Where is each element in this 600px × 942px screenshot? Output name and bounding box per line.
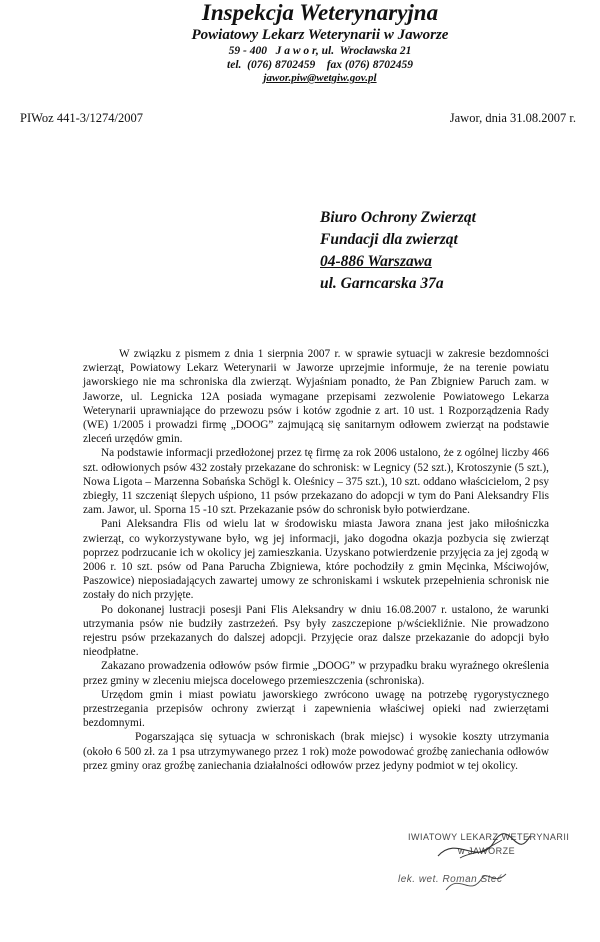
letterhead bbox=[150, 0, 490, 85]
paragraph-2: Na podstawie informacji przedłożonej przez tę firmę za rok 2006 ustalono, że z ogólnej liczby 466 szt. odłowionych psów 432 zostały przekazane do schronisk: w Legnicy (52 szt.), Krotoszynie (5 szt.), Nowa Ligota – Marzenna Sobańska Schögl k. Oleśnicy – 375 szt.), 10 szt. oddano właścicielom, 2 psy zbiegły, 11 szczeniąt ślepych uśpiono, 11 psów przekazano do adopcji w tym do Pani Aleksandry Flis zam. Jawor, ul. Sporna 15 -10 szt. Przekazanie psów do schronisk było potwierdzane. bbox=[83, 447, 549, 517]
paragraph-4: Po dokonanej lustracji posesji Pani Flis Aleksandry w dniu 16.08.2007 r. ustalono, że warunki utrzymania psów nie budziły zastrzeżeń. Psy były zaszczepione p/wściekliźnie. Nie prowadzono rejestru psów przekazanych do dalszej adopcji. Przyjęcie oraz dalsze przekazanie do adopcji było nieodpłatne. bbox=[83, 603, 549, 659]
paragraph-3: Pani Aleksandra Flis od wielu lat w środowisku miasta Jawora znana jest jako miłośniczka zwierząt, co wykorzystywane było, wg jej informacji, jako dogodna okazja pozbycia się zwierząt poprzez podrzucanie ich w okolicy jej zamieszkania. Uzyskano potwierdzenie przyjęcia za jej zgodą w 2006 r. 10 szt. psów od Pana Parucha Zbigniewa, które pochodziły z gmin Męcinka, Mściwojów, Paszowice) nieposiadających zawartej umowy ze schroniskami i wskutek przepełnienia schronisk nie zostały do nich przyjęte. bbox=[83, 518, 549, 602]
stamp-line-3: lek. wet. Roman Steć bbox=[398, 874, 503, 885]
paragraph-6: Urzędom gmin i miast powiatu jaworskiego zwrócono uwagę na potrzebę rygorystycznego przestrzegania przepisów ochrony zwierząt i zapewnienia właściwej opieki nad zwierzętami bezdomnymi. bbox=[83, 688, 549, 730]
letterhead-email: jawor.piw@wetgiw.gov.pl bbox=[263, 72, 377, 84]
paragraph-5: Zakazano prowadzenia odłowów psów firmie „DOOG” w przypadku braku wyraźnego określenia przez gminy w zleceniu miejsca docelowego przemieszczenia (schroniska). bbox=[83, 660, 549, 687]
letterhead-address: 59 - 400 J a w o r, ul. Wrocławska 21 bbox=[228, 45, 412, 57]
recipient-line-2: Fundacji dla zwierząt bbox=[320, 231, 458, 248]
recipient-line-3: 04-886 Warszawa bbox=[320, 253, 432, 270]
reference-number: PIWoz 441-3/1274/2007 bbox=[20, 111, 143, 125]
paragraph-7: Pogarszająca się sytuacja w schroniskach (brak miejsc) i wysokie koszty utrzymania (około 6 500 zł. za 1 psa utrzymywanego przez 1 rok) może powodować groźbę zaniechania odłowów przez gminy oraz groźbę zaniechania działalności odłowów przez jedyny podmiot w tej okolicy. bbox=[83, 731, 549, 772]
recipient-line-1: Biuro Ochrony Zwierząt bbox=[320, 209, 476, 226]
recipient-line-4: ul. Garncarska 37a bbox=[320, 275, 444, 292]
letterhead-subtitle: Powiatowy Lekarz Weterynarii w Jaworze bbox=[191, 27, 449, 43]
official-stamp-signature bbox=[398, 828, 570, 918]
letter-date: Jawor, dnia 31.08.2007 r. bbox=[449, 111, 576, 125]
paragraph-1: W związku z pismem z dnia 1 sierpnia 2007 r. w sprawie sytuacji w zakresie bezdomności zwierząt, Powiatowy Lekarz Weterynarii w Jaworze uprzejmie informuje, że na terenie powiatu jaworskiego nie ma schroniska dla zwierząt. Wyjaśniam ponadto, że Pan Zbigniew Paruch zam. w Jaworze, ul. Legnicka 12A posiada wymagane przepisami zezwolenie Powiatowego Lekarza Weterynarii uprawniające do przewozu psów i kotów zgodnie z art. 10 ust. 1 Rozporządzenia Rady (WE) 1/2005 i prowadzi firmę „DOOG” zajmującą się sanitarnym odłowem zwierząt na podstawie zleceń urzędów gmin. bbox=[83, 348, 549, 446]
handwritten-signature bbox=[398, 828, 558, 918]
stamp-line-1: IWIATOWY LEKARZ WETERYNARII bbox=[408, 832, 570, 842]
letterhead-title: Inspekcja Weterynaryjna bbox=[201, 0, 439, 25]
letter-body bbox=[83, 347, 549, 773]
stamp-line-2: w JAWORZE bbox=[458, 846, 516, 856]
letterhead-phone-fax: tel. (076) 8702459 fax (076) 8702459 bbox=[227, 59, 413, 71]
recipient-address bbox=[320, 207, 476, 295]
